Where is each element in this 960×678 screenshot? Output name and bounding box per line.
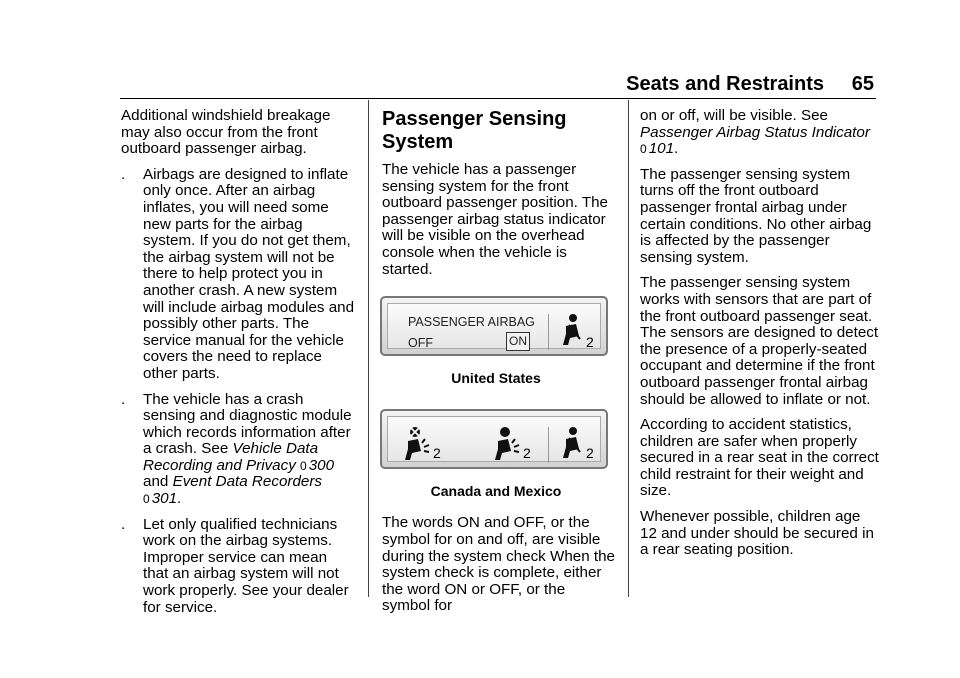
conjunction: and	[143, 473, 169, 491]
paragraph: The words ON and OFF, or the symbol for on and off, are visible during the system check When the system check is complete, either the word ON or OFF, or the symbol for	[382, 514, 615, 615]
xref-link[interactable]: Vehicle Data Recording and Privacy	[143, 440, 319, 474]
panel-face	[387, 303, 601, 349]
bullet-item	[121, 392, 356, 508]
bullet-mark: .	[121, 390, 126, 408]
paragraph: Whenever possible, children age 12 and under should be secured in a rear seating position.	[640, 508, 874, 559]
seat-number: 2	[523, 444, 531, 461]
seat-number: 2	[433, 444, 441, 461]
paragraph: According to accident statistics, children are safer when properly secured in a rear seat in the correct child restraint for their weight and size.	[640, 416, 879, 500]
page-number: 65	[851, 73, 874, 95]
passenger-airbag-label: PASSENGER AIRBAG	[408, 315, 535, 330]
figure-caption: United States	[451, 370, 541, 387]
off-label: OFF	[408, 336, 433, 351]
column-1	[121, 108, 356, 625]
bullet-text: The vehicle has a crash sensing and diagnostic module which records information after a crash. See Vehicle Data Recording and Privacy 0 300 and Event Data Recorders 0 301.	[143, 390, 352, 508]
bullet-text: Let only qualified technicians work on the airbag systems. Improper service can mean that an airbag system will not work properly. See your dealer for service.	[143, 515, 349, 616]
seat-number: 2	[586, 444, 594, 461]
page-ref-icon: 0	[300, 458, 307, 473]
section-title: Seats and Restraints	[626, 73, 824, 95]
bullet-text: Airbags are designed to inflate only once. After an airbag inflates, you will need some new parts for the airbag system. If you do not get them, the airbag system will not be there to help protect you in another crash. A new system will include airbag modules and possibly other parts. The service manual for the vehicle covers the need to replace other parts.	[143, 165, 355, 382]
xref-page[interactable]: 300	[308, 456, 335, 474]
panel-separator	[548, 427, 549, 463]
paragraph: The passenger sensing system turns off the front outboard passenger frontal airbag under certain conditions. No other airbag is affected by the passenger sensing system.	[640, 165, 872, 266]
column-divider-1	[368, 100, 369, 597]
header-rule	[120, 98, 876, 99]
bullet-item	[121, 167, 356, 383]
xref-link[interactable]: Passenger Airbag Status Indicator	[640, 123, 870, 141]
column-3	[640, 108, 880, 568]
paragraph: on or off, will be visible. See Passenger Airbag Status Indicator 0 101.	[640, 107, 870, 158]
bullet-item	[121, 517, 356, 617]
paragraph-text: on or off, will be visible. See	[640, 107, 828, 124]
panel-face	[387, 416, 601, 462]
page-header	[0, 0, 960, 100]
section-heading: Passenger Sensing System	[382, 108, 567, 153]
xref-link[interactable]: Event Data Recorders	[172, 473, 322, 491]
bullet-mark: .	[121, 515, 126, 533]
on-label: ON	[506, 332, 530, 351]
bullet-mark: .	[121, 165, 126, 183]
page-ref-icon: 0	[640, 142, 647, 157]
paragraph: The passenger sensing system works with sensors that are part of the front outboard passenger seat. The sensors are designed to detect the presence of a properly-seated occupant and determine if the front outboard passenger frontal airbag should be allowed to inflate or not.	[640, 274, 879, 408]
column-divider-2	[628, 100, 629, 597]
seat-number: 2	[586, 334, 594, 351]
airbag-status-panel-canada-mexico	[380, 409, 608, 469]
panel-separator	[548, 314, 549, 350]
paragraph: The vehicle has a passenger sensing system for the front outboard passenger position. The passenger airbag status indicator will be visible on the overhead console when the vehicle is started.	[382, 161, 609, 278]
paragraph: Additional windshield breakage may also occur from the front outboard passenger airbag.	[121, 107, 331, 158]
column-2	[382, 108, 617, 624]
bullet-text-main: The vehicle has a crash sensing and diagnostic module which records information after a crash. See	[143, 390, 352, 458]
xref-page[interactable]: 301	[151, 490, 178, 508]
airbag-status-panel-us	[380, 296, 608, 356]
page-ref-icon: 0	[143, 492, 150, 507]
xref-page[interactable]: 101	[648, 140, 675, 158]
figure-caption: Canada and Mexico	[430, 482, 562, 499]
